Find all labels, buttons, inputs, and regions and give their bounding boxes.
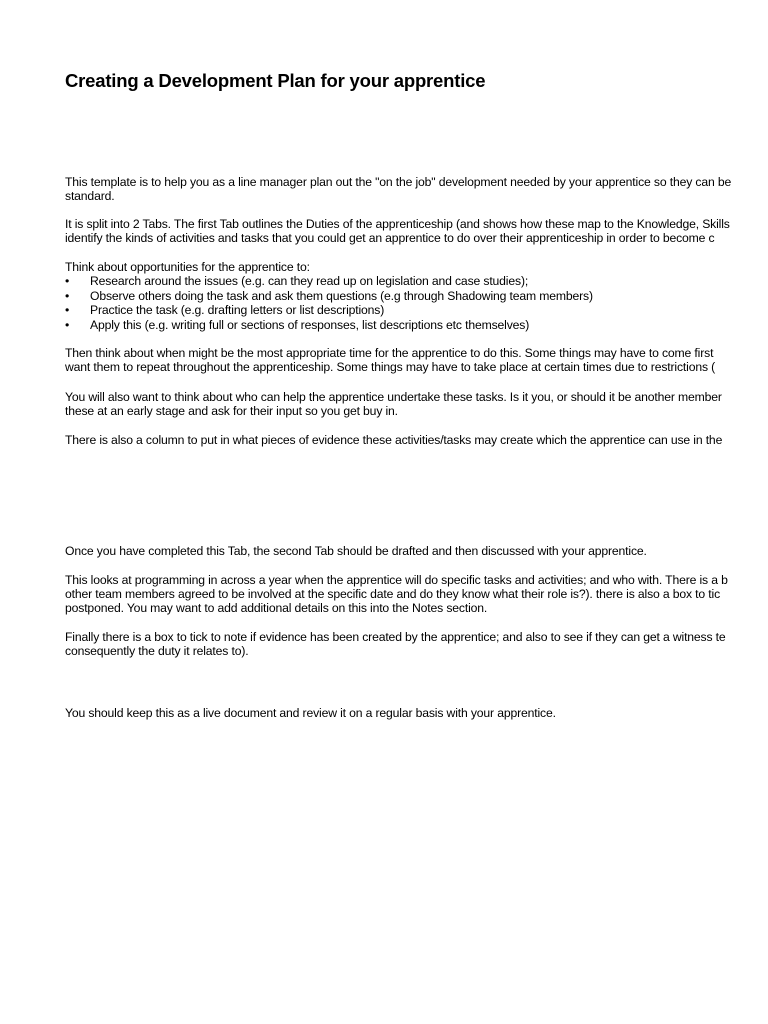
bullet-item bbox=[65, 289, 593, 304]
tabs-line-1: It is split into 2 Tabs. The first Tab outlines the Duties of the apprenticeship (and shows how these map to the Knowledge, Skills bbox=[65, 217, 730, 231]
bullet-text: Apply this (e.g. writing full or sections of responses, list descriptions etc themselves) bbox=[90, 318, 530, 332]
bullet-symbol: • bbox=[65, 318, 70, 332]
bullet-symbol: • bbox=[65, 289, 70, 303]
bullet-symbol: • bbox=[65, 303, 70, 317]
helpers-line-2: these at an early stage and ask for their input so you get buy in. bbox=[65, 404, 398, 418]
timing-line-1: Then think about when might be the most appropriate time for the apprentice to do this. Some things may have to come first bbox=[65, 346, 714, 360]
bullet-text: Observe others doing the task and ask them questions (e.g through Shadowing team members) bbox=[90, 289, 593, 303]
bullet-item bbox=[65, 274, 528, 289]
bullet-text: Research around the issues (e.g. can they read up on legislation and case studies); bbox=[90, 274, 529, 288]
tabs-line-2: identify the kinds of activities and tasks that you could get an apprentice to do over their apprenticeship in order to become c bbox=[65, 231, 715, 245]
timing-line-2: want them to repeat throughout the apprenticeship. Some things may have to take place at certain times due to restrictions ( bbox=[65, 360, 716, 374]
bullet-text: Practice the task (e.g. drafting letters or list descriptions) bbox=[90, 303, 385, 317]
second-tab-line: Once you have completed this Tab, the second Tab should be drafted and then discussed with your apprentice. bbox=[65, 544, 647, 558]
bullet-item bbox=[65, 318, 529, 333]
opportunities-heading: Think about opportunities for the apprentice to: bbox=[65, 260, 310, 274]
evidence-line: There is also a column to put in what pieces of evidence these activities/tasks may create which the apprentice can use in the bbox=[65, 433, 723, 447]
bullet-symbol: • bbox=[65, 274, 70, 288]
live-document-line: You should keep this as a live document and review it on a regular basis with your apprentice. bbox=[65, 706, 556, 720]
programming-line-3: postponed. You may want to add additional details on this into the Notes section. bbox=[65, 601, 488, 615]
intro-line-1: This template is to help you as a line manager plan out the "on the job" development needed by your apprentice so they can be bbox=[65, 175, 732, 189]
page-title: Creating a Development Plan for your apprentice bbox=[65, 70, 486, 91]
finally-line-2: consequently the duty it relates to). bbox=[65, 644, 249, 658]
intro-line-2: standard. bbox=[65, 189, 115, 203]
programming-line-1: This looks at programming in across a year when the apprentice will do specific tasks and activities; and who with. There is a b bbox=[65, 573, 728, 587]
finally-line-1: Finally there is a box to tick to note if evidence has been created by the apprentice; and also to see if they can get a witness te bbox=[65, 630, 726, 644]
helpers-line-1: You will also want to think about who can help the apprentice undertake these tasks. Is it you, or should it be another member bbox=[65, 390, 722, 404]
bullet-item bbox=[65, 303, 384, 318]
programming-line-2: other team members agreed to be involved at the specific date and do they know what their role is?). there is also a box to tic bbox=[65, 587, 721, 601]
